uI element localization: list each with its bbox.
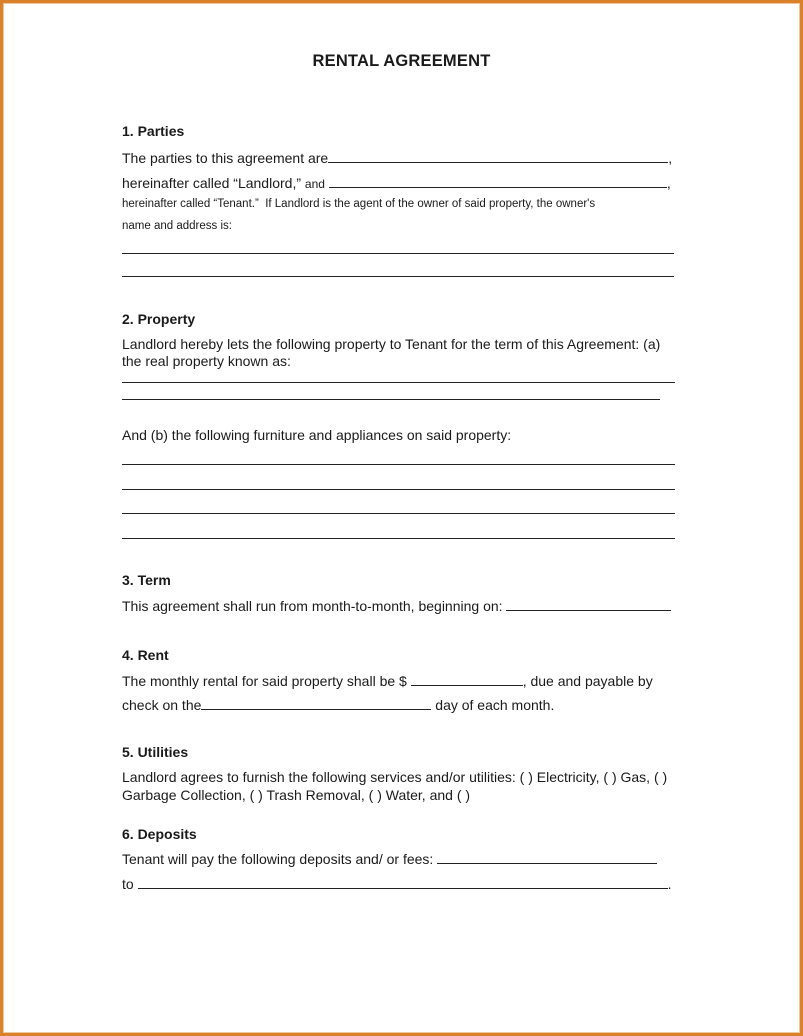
deposits-line-2-text: to [122,876,134,892]
furniture-blank-3[interactable] [122,513,675,514]
section-heading-rent: 4. Rent [122,647,169,663]
owner-address-blank-2[interactable] [122,276,674,277]
rent-amount-blank[interactable] [411,673,523,686]
rent-due-day-blank[interactable] [201,697,431,710]
property-line-1: Landlord hereby lets the following property to Tenant for the term of this Agreement: (a) [122,336,661,352]
deposits-to-blank[interactable] [138,876,668,889]
section-heading-property: 2. Property [122,311,196,327]
rent-line-2-text: check on the [122,697,202,713]
furniture-line: And (b) the following furniture and appliances on said property: [122,427,512,443]
rent-line-2 [122,697,554,713]
term-start-date-blank[interactable] [506,598,671,611]
term-line-1-text: This agreement shall run from month-to-month, beginning on: [122,598,503,614]
parties-line-3: hereinafter called “Tenant.” If Landlord is the agent of the owner of said property, the owner's [122,198,596,210]
section-heading-term: 3. Term [122,572,171,588]
furniture-blank-2[interactable] [122,489,675,490]
rent-line-1-tail: , due and payable by [522,673,653,689]
rent-line-1 [122,673,653,689]
section-heading-utilities: 5. Utilities [122,744,189,760]
property-address-blank-1[interactable] [122,382,675,383]
furniture-blank-1[interactable] [122,464,675,465]
parties-line-2-comma: , [666,175,671,191]
deposits-line-2-period: . [667,876,672,892]
property-address-blank-2[interactable] [122,399,660,400]
term-line-1 [122,598,671,614]
deposits-line-2 [122,876,671,892]
parties-line-4: name and address is: [122,220,232,232]
deposits-line-1-text: Tenant will pay the following deposits and/ or fees: [122,851,434,867]
tenant-name-blank[interactable] [329,175,667,188]
document-title: RENTAL AGREEMENT [312,52,491,70]
parties-line-2-and: and [304,177,325,191]
parties-line-1-text: The parties to this agreement are [122,150,329,166]
utilities-line-2: Garbage Collection, ( ) Trash Removal, ( ) Water, and ( ) [122,787,471,803]
utilities-line-1: Landlord agrees to furnish the following services and/or utilities: ( ) Electricity, ( ) Gas, ( ) [122,769,668,785]
parties-line-1 [122,150,672,166]
deposits-line-1 [122,851,657,867]
parties-line-2 [122,175,671,191]
rent-line-2-tail: day of each month. [435,697,555,713]
section-heading-deposits: 6. Deposits [122,826,197,842]
section-heading-parties: 1. Parties [122,123,185,139]
property-line-2: the real property known as: [122,353,291,369]
owner-address-blank-1[interactable] [122,253,674,254]
rent-line-1-text: The monthly rental for said property shall be $ [122,673,407,689]
deposits-amount-blank[interactable] [437,851,657,864]
furniture-blank-4[interactable] [122,538,675,539]
parties-line-2-text: hereinafter called “Landlord,” [122,175,301,191]
parties-names-blank[interactable] [328,150,668,163]
parties-line-1-comma: , [668,150,673,166]
